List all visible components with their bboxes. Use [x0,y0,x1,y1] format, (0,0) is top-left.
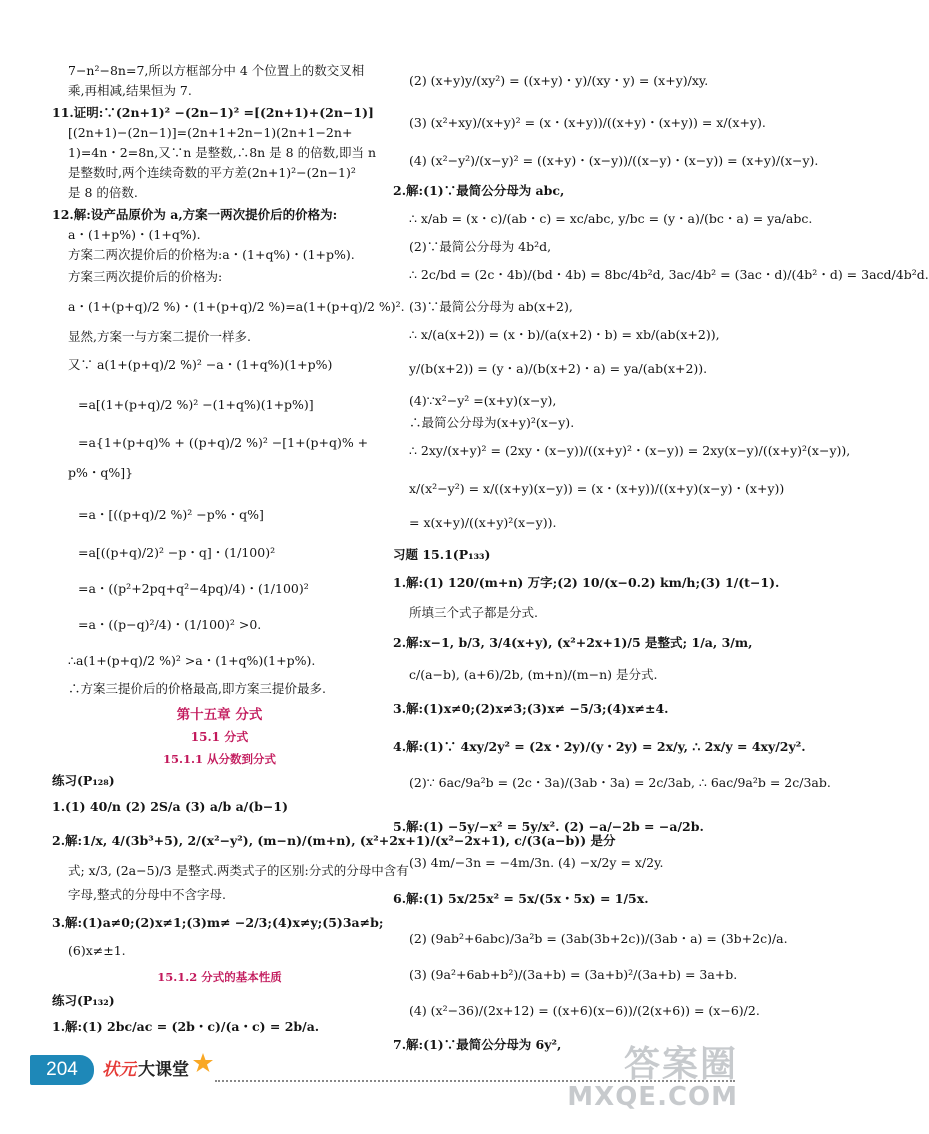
formula-line: 3.解:(1)x≠0;(2)x≠3;(3)x≠ −5/3;(4)x≠±4. [393,701,669,716]
text-line: (2)∵最简公分母为 4b²d, [409,239,552,254]
formula-line: a・(1+(p+q)/2 %)・(1+(p+q)/2 %)=a(1+(p+q)/2 %)². [68,299,405,314]
formula-line: 6.解:(1) 5x/25x² = 5x/(5x・5x) = 1/5x. [393,891,649,906]
formula-line: =a[((p+q)/2)² −p・q]・(1/100)² [78,545,276,560]
formula-line: 5.解:(1) −5y/−x² = 5y/x². (2) −a/−2b = −a/2b. [393,819,704,834]
formula-line: (2) (x+y)y/(xy²) = ((x+y)・y)/(xy・y) = (x+y)/xy. [409,73,709,88]
formula-line: 又∵ a(1+(p+q)/2 %)² −a・(1+q%)(1+p%) [68,357,333,372]
text-line: a・(1+p%)・(1+q%). [68,227,201,242]
text-line: 是整数时,两个连续奇数的平方差(2n+1)²−(2n−1)² [68,165,356,180]
text-line: 1)=4n・2=8n,又∵n 是整数,∴8n 是 8 的倍数,即当 n [68,145,377,160]
formula-line: (3) 4m/−3n = −4m/3n. (4) −x/2y = x/2y. [409,855,664,870]
text-line: ∴方案三提价后的价格最高,即方案三提价最多. [68,681,326,696]
subsection-heading: 15.1.1 从分数到分式 [162,752,277,766]
formula-line: ∴ 2xy/(x+y)² = (2xy・(x−y))/((x+y)²・(x−y)) = 2xy(x−y)/((x+y)²(x−y)), [409,443,851,458]
formula-line: 1.(1) 40/n (2) 2S/a (3) a/b a/(b−1) [52,799,288,814]
text-line: 12.解:设产品原价为 a,方案一两次提价后的价格为: [52,207,338,222]
text-line: (3)∵最简公分母为 ab(x+2), [409,299,573,314]
formula-line: c/(a−b), (a+6)/2b, (m+n)/(m−n) 是分式. [409,667,658,682]
brand-logo-mark: 状元 [102,1060,136,1080]
formula-line: =a[(1+(p+q)/2 %)² −(1+q%)(1+p%)] [78,397,314,412]
subsection-heading: 15.1.2 分式的基本性质 [157,970,282,984]
text-line: 式; x/3, (2a−5)/3 是整式.两类式子的区别:分式的分母中含有 [68,863,409,878]
watermark-text: 答案圈 [623,1044,738,1085]
text-line: 所填三个式子都是分式. [409,605,538,620]
text-line: [(2n+1)−(2n−1)]=(2n+1+2n−1)(2n+1−2n+ [68,125,353,140]
formula-line: 4.解:(1)∵ 4xy/2y² = (2x・2y)/(y・2y) = 2x/y, ∴ 2x/y = 4xy/2y². [393,739,806,754]
formula-line: x/(x²−y²) = x/((x+y)(x−y)) = (x・(x+y))/((x+y)(x−y)・(x+y)) [409,481,785,496]
formula-line: p%・q%]} [68,465,134,480]
formula-line: (4) (x²−36)/(2x+12) = ((x+6)(x−6))/(2(x+6)) = (x−6)/2. [409,1003,760,1018]
formula-line: (3) (x²+xy)/(x+y)² = (x・(x+y))/((x+y)・(x+y)) = x/(x+y). [409,115,766,130]
text-line: 11.证明:∵(2n+1)² −(2n−1)² =[(2n+1)+(2n−1)] [52,105,374,120]
text-line: ∴最简公分母为(x+y)²(x−y). [409,415,575,430]
formula-line: (3) (9a²+6ab+b²)/(3a+b) = (3a+b)²/(3a+b) = 3a+b. [409,967,738,982]
formula-line: 1.解:(1) 120/(m+n) 万字;(2) 10/(x−0.2) km/h;(3) 1/(t−1). [393,575,780,590]
text-line: 是 8 的倍数. [68,185,138,200]
text-line: 7.解:(1)∵最简公分母为 6y², [393,1037,562,1052]
formula-line: 2.解:x−1, b/3, 3/4(x+y), (x²+2x+1)/5 是整式; 1/a, 3/m, [393,635,753,650]
formula-line: (4) (x²−y²)/(x−y)² = ((x+y)・(x−y))/((x−y)・(x−y)) = (x+y)/(x−y). [409,153,819,168]
formula-line: =a{1+(p+q)% + ((p+q)/2 %)² −[1+(p+q)% + [78,435,369,450]
text-line: 字母,整式的分母中不含字母. [68,887,226,902]
text-line: 7−n²−8n=7,所以方框部分中 4 个位置上的数交叉相 [68,63,365,78]
section-heading: 15.1 分式 [190,730,249,744]
formula-line: ∴ x/ab = (x・c)/(ab・c) = xc/abc, y/bc = (y・a)/(bc・a) = ya/abc. [409,211,813,226]
formula-line: ∴ x/(a(x+2)) = (x・b)/(a(x+2)・b) = xb/(ab(x+2)), [409,327,720,342]
page-number: 204 [30,1055,94,1085]
exercise-heading: 练习(P₁₂₈) [52,773,115,788]
brand-name: 大课堂 [138,1060,189,1080]
text-line: 方案三两次提价后的价格为: [68,269,223,284]
formula-line: ∴a(1+(p+q)/2 %)² >a・(1+q%)(1+p%). [68,653,316,668]
formula-line: ∴ 2c/bd = (2c・4b)/(bd・4b) = 8bc/4b²d, 3ac/4b² = (3ac・d)/(4b²・d) = 3acd/4b²d. [409,267,929,282]
text-line: 乘,再相减,结果恒为 7. [68,83,192,98]
text-line: (6)x≠±1. [68,943,126,958]
formula-line: y/(b(x+2)) = (y・a)/(b(x+2)・a) = ya/(ab(x+2)). [409,361,708,376]
formula-line: (2) (9ab²+6abc)/3a²b = (3ab(3b+2c))/(3ab・a) = (3b+2c)/a. [409,931,788,946]
exercise-heading: 习题 15.1(P₁₃₃) [393,547,491,562]
chapter-heading: 第十五章 分式 [176,707,263,723]
exercise-heading: 练习(P₁₃₂) [52,993,115,1008]
text-line: 显然,方案一与方案二提价一样多. [68,329,251,344]
brand-logo [102,1055,189,1085]
formula-line: =a・[((p+q)/2 %)² −p%・q%] [78,507,264,522]
formula-line: =a・((p−q)²/4)・(1/100)² >0. [78,617,262,632]
formula-line: = x(x+y)/((x+y)²(x−y)). [409,515,557,530]
formula-line: 3.解:(1)a≠0;(2)x≠1;(3)m≠ −2/3;(4)x≠y;(5)3a≠b; [52,915,384,930]
star-icon [192,1052,214,1074]
text-line: (4)∵x²−y² =(x+y)(x−y), [409,393,557,408]
watermark [564,1036,744,1124]
formula-line: =a・((p²+2pq+q²−4pq)/4)・(1/100)² [78,581,309,596]
text-line: 方案二两次提价后的价格为:a・(1+q%)・(1+p%). [68,247,355,262]
formula-line: 1.解:(1) 2bc/ac = (2b・c)/(a・c) = 2b/a. [52,1019,320,1034]
formula-line: (2)∵ 6ac/9a²b = (2c・3a)/(3ab・3a) = 2c/3ab, ∴ 6ac/9a²b = 2c/3ab. [409,775,831,790]
formula-line: 2.解:1/x, 4/(3b³+5), 2/(x²−y²), (m−n)/(m+n), (x²+2x+1)/(x²−2x+1), c/(3(a−b)) 是分 [52,833,616,848]
watermark-url: MXQE.COM [567,1082,738,1112]
text-line: 2.解:(1)∵最简公分母为 abc, [393,183,565,198]
